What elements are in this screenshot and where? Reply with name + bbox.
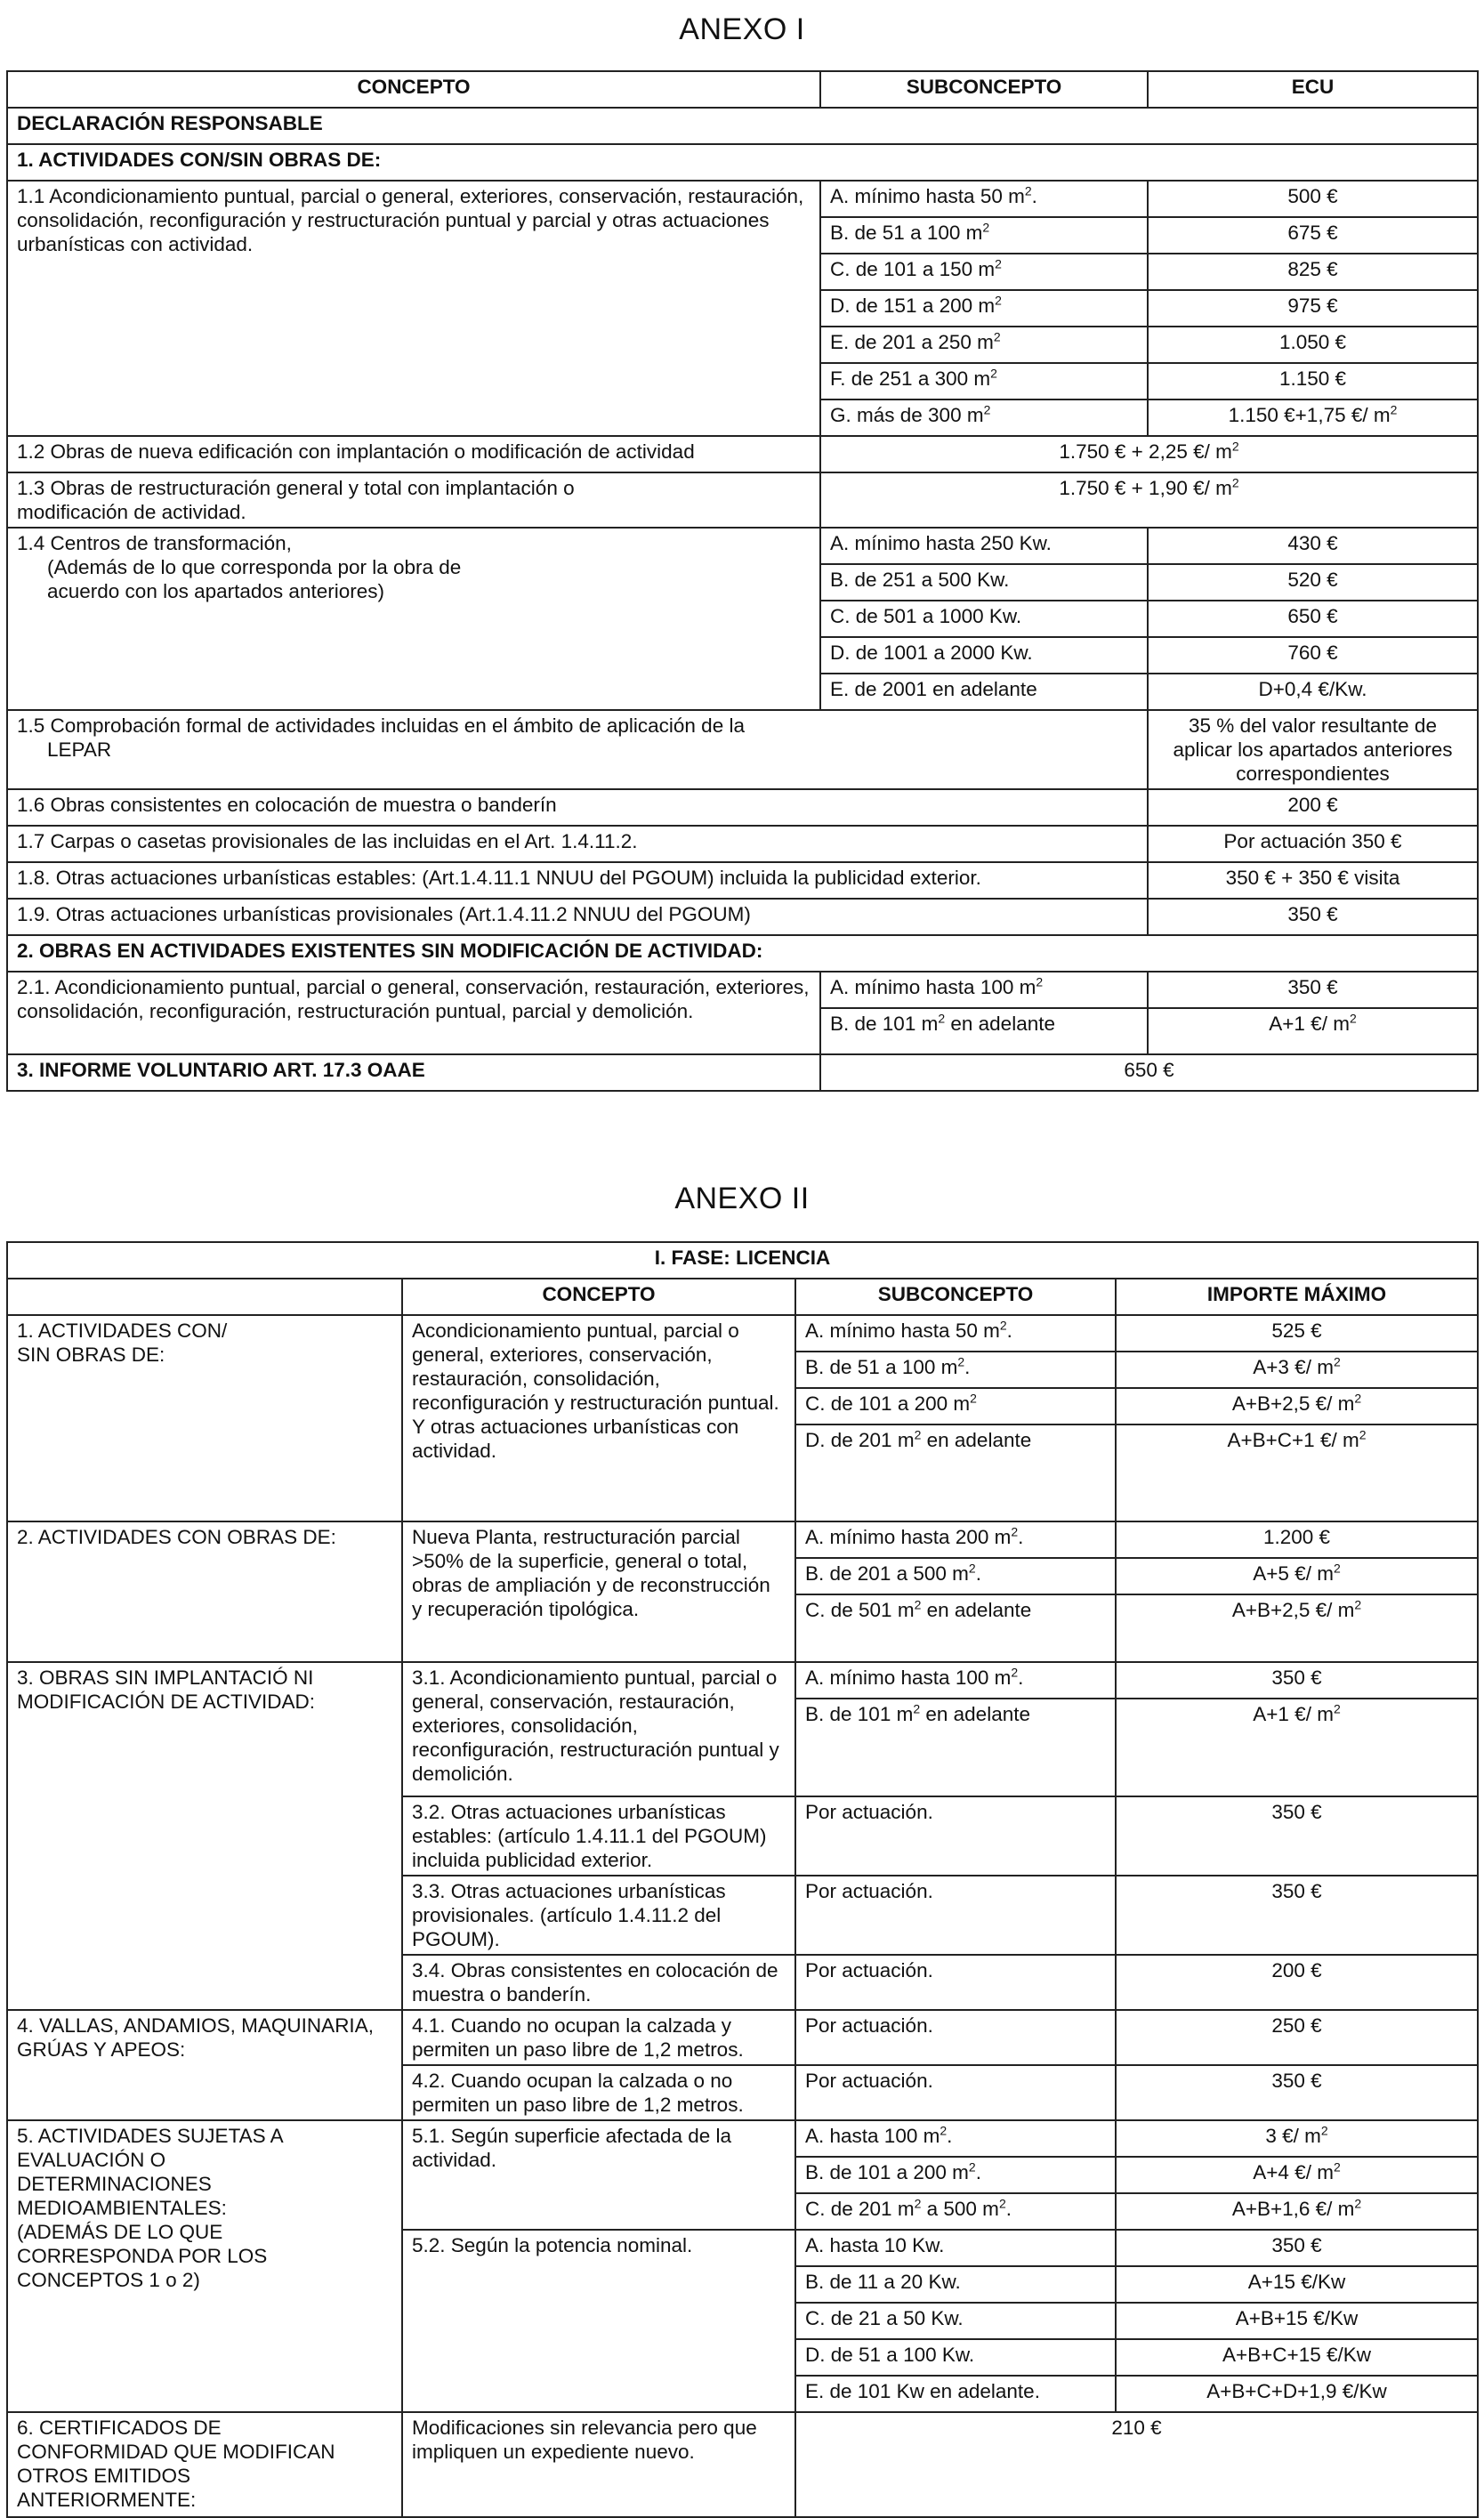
value-cell: A+B+15 €/Kw xyxy=(1116,2303,1478,2339)
section-declaracion: DECLARACIÓN RESPONSABLE xyxy=(7,108,1478,144)
sub-cell: A. mínimo hasta 100 $m^2$ xyxy=(820,972,1148,1008)
value-cell: 350 € xyxy=(1116,2230,1478,2266)
value-cell: A+15 €/Kw xyxy=(1116,2266,1478,2303)
table-header-row xyxy=(7,1279,1478,1315)
value-cell: 1.200 € xyxy=(1116,1521,1478,1558)
value-cell: Por actuación 350 € xyxy=(1148,826,1478,862)
sub-cell: D. de 51 a 100 Kw. xyxy=(795,2339,1116,2376)
phase-header: I. FASE: LICENCIA xyxy=(7,1242,1478,1279)
header-subconcepto: SUBCONCEPTO xyxy=(820,71,1148,108)
group-5-name: 5. ACTIVIDADES SUJETAS A EVALUACIÓN O DETERMINACIONES MEDIOAMBIENTALES: (ADEMÁS DE LO QUE CORRESPONDA POR LOS CONCEPTOS 1 o 2) xyxy=(7,2120,402,2412)
annex-2-table xyxy=(6,1241,1479,2518)
value-cell: 350 € + 350 € visita xyxy=(1148,862,1478,899)
value-cell: 210 € xyxy=(795,2412,1478,2517)
group-6-name: 6. CERTIFICADOS DE CONFORMIDAD QUE MODIFICAN OTROS EMITIDOS ANTERIORMENTE: xyxy=(7,2412,402,2517)
concept-1-1: 1.1 Acondicionamiento puntual, parcial o general, exteriores, conservación, restauración, consolidación, reconfiguración y restructuración puntual y parcial y otras actuaciones urbanísticas con actividad. xyxy=(7,181,820,436)
sub-cell: A. hasta 10 Kw. xyxy=(795,2230,1116,2266)
value-cell: A+B+1,6 €/ $m^2$ xyxy=(1116,2193,1478,2230)
sub-cell: B. de 101 a 200 $m^2$. xyxy=(795,2157,1116,2193)
concept-3-2: 3.2. Otras actuaciones urbanísticas estables: (artículo 1.4.11.1 del PGOUM) incluida publicidad exterior. xyxy=(402,1796,795,1876)
sub-cell: Por actuación. xyxy=(795,2010,1116,2065)
group-1-concept: Acondicionamiento puntual, parcial o general, exteriores, conservación, restauración, consolidación, reconfiguración y restructuración puntual. Y otras actuaciones urbanísticas con actividad. xyxy=(402,1315,795,1521)
concept-1-7: 1.7 Carpas o casetas provisionales de las incluidas en el Art. 1.4.11.2. xyxy=(7,826,1148,862)
sub-cell: A. mínimo hasta 100 $m^2$. xyxy=(795,1662,1116,1699)
value-cell: 1.150 €+1,75 €/ $m^2$ xyxy=(1148,399,1478,436)
value-cell: A+B+C+D+1,9 €/Kw xyxy=(1116,2376,1478,2412)
header-ecu: ECU xyxy=(1148,71,1478,108)
table-header-row xyxy=(7,71,1478,108)
sub-cell: B. de 101 $m^2$ en adelante xyxy=(820,1008,1148,1054)
concept-1-6: 1.6 Obras consistentes en colocación de muestra o banderín xyxy=(7,789,1148,826)
sub-cell: C. de 101 a 150 $m^2$ xyxy=(820,254,1148,290)
value-cell: 350 € xyxy=(1116,1796,1478,1876)
table-row xyxy=(7,528,1478,564)
value-cell: 35 % del valor resultante de aplicar los apartados anteriores correspondientes xyxy=(1148,710,1478,789)
annex-2-title: ANEXO II xyxy=(674,1182,810,1215)
value-cell: 1.050 € xyxy=(1148,327,1478,363)
table-row xyxy=(7,1662,1478,1699)
table-row xyxy=(7,436,1478,472)
concept-1-9: 1.9. Otras actuaciones urbanísticas provisionales (Art.1.4.11.2 NNUU del PGOUM) xyxy=(7,899,1148,935)
value-cell: 525 € xyxy=(1116,1315,1478,1352)
concept-1-8: 1.8. Otras actuaciones urbanísticas estables: (Art.1.4.11.1 NNUU del PGOUM) incluida la publicidad exterior. xyxy=(7,862,1148,899)
group-6-concept: Modificaciones sin relevancia pero que impliquen un expediente nuevo. xyxy=(402,2412,795,2517)
sub-cell: B. de 51 a 100 $m^2$ xyxy=(820,217,1148,254)
group-1-name: 1. ACTIVIDADES CON/ SIN OBRAS DE: xyxy=(7,1315,402,1521)
value-cell: A+3 €/ $m^2$ xyxy=(1116,1352,1478,1388)
sub-cell: E. de 201 a 250 $m^2$ xyxy=(820,327,1148,363)
sub-cell: A. mínimo hasta 50 $m^2$. xyxy=(820,181,1148,217)
concept-2-1: 2.1. Acondicionamiento puntual, parcial o general, conservación, restauración, exteriores, consolidación, reconfiguración, restructuración puntual, parcial y demolición. xyxy=(7,972,820,1054)
concept-1-3: 1.3 Obras de restructuración general y total con implantación o modificación de actividad. xyxy=(7,472,820,528)
table-row xyxy=(7,1315,1478,1352)
value-cell: A+1 €/ $m^2$ xyxy=(1148,1008,1478,1054)
table-row xyxy=(7,1054,1478,1091)
concept-1-2: 1.2 Obras de nueva edificación con implantación o modificación de actividad xyxy=(7,436,820,472)
value-cell: 350 € xyxy=(1116,1662,1478,1699)
header-concepto: CONCEPTO xyxy=(7,71,820,108)
section-3: 3. INFORME VOLUNTARIO ART. 17.3 OAAE xyxy=(7,1054,820,1091)
value-cell: 500 € xyxy=(1148,181,1478,217)
concept-1-4: 1.4 Centros de transformación, (Además de lo que corresponda por la obra de acuerdo con los apartados anteriores) xyxy=(7,528,820,710)
sub-cell: B. de 51 a 100 $m^2$. xyxy=(795,1352,1116,1388)
value-cell: 3 €/ $m^2$ xyxy=(1116,2120,1478,2157)
section-1: 1. ACTIVIDADES CON/SIN OBRAS DE: xyxy=(7,144,1478,181)
sub-cell: B. de 251 a 500 Kw. xyxy=(820,564,1148,601)
value-cell: A+B+C+1 €/ $m^2$ xyxy=(1116,1424,1478,1521)
concept-3-4: 3.4. Obras consistentes en colocación de muestra o banderín. xyxy=(402,1955,795,2010)
concept-4-1: 4.1. Cuando no ocupan la calzada y permiten un paso libre de 1,2 metros. xyxy=(402,2010,795,2065)
value-cell: 975 € xyxy=(1148,290,1478,327)
group-2-concept: Nueva Planta, restructuración parcial >50% de la superficie, general o total, obras de ampliación y de reconstrucción y recuperación tipológica. xyxy=(402,1521,795,1662)
value-cell: A+B+2,5 €/ $m^2$ xyxy=(1116,1388,1478,1424)
concept-3-3: 3.3. Otras actuaciones urbanísticas provisionales. (artículo 1.4.11.2 del PGOUM). xyxy=(402,1876,795,1955)
annex-1-title: ANEXO I xyxy=(679,12,805,46)
sub-cell: A. hasta 100 $m^2$. xyxy=(795,2120,1116,2157)
header-subconcepto: SUBCONCEPTO xyxy=(795,1279,1116,1315)
table-row xyxy=(7,2120,1478,2157)
table-row xyxy=(7,181,1478,217)
value-cell: 760 € xyxy=(1148,637,1478,674)
sub-cell: A. mínimo hasta 50 $m^2$. xyxy=(795,1315,1116,1352)
sub-cell: E. de 2001 en adelante xyxy=(820,674,1148,710)
table-row xyxy=(7,2412,1478,2517)
concept-3-1: 3.1. Acondicionamiento puntual, parcial o general, conservación, restauración, exteriores, consolidación, reconfiguración, restructuración puntual y demolición. xyxy=(402,1662,795,1796)
value-cell: 350 € xyxy=(1148,972,1478,1008)
concept-4-2: 4.2. Cuando ocupan la calzada o no permiten un paso libre de 1,2 metros. xyxy=(402,2065,795,2120)
sub-cell: C. de 501 a 1000 Kw. xyxy=(820,601,1148,637)
value-cell: 1.750 € + 1,90 €/ $m^2$ xyxy=(820,472,1478,528)
value-cell: 520 € xyxy=(1148,564,1478,601)
value-cell: 200 € xyxy=(1148,789,1478,826)
sub-cell: C. de 501 $m^2$ en adelante xyxy=(795,1594,1116,1662)
sub-cell: Por actuación. xyxy=(795,1876,1116,1955)
table-row xyxy=(7,472,1478,528)
sub-cell: B. de 11 a 20 Kw. xyxy=(795,2266,1116,2303)
sub-cell: C. de 201 $m^2$ a 500 $m^2$. xyxy=(795,2193,1116,2230)
value-cell: 825 € xyxy=(1148,254,1478,290)
sub-cell: D. de 151 a 200 $m^2$ xyxy=(820,290,1148,327)
group-3-name: 3. OBRAS SIN IMPLANTACIÓ NI MODIFICACIÓN DE ACTIVIDAD: xyxy=(7,1662,402,2010)
concept-5-2: 5.2. Según la potencia nominal. xyxy=(402,2230,795,2412)
value-cell: 350 € xyxy=(1116,2065,1478,2120)
table-row xyxy=(7,1521,1478,1558)
table-row xyxy=(7,972,1478,1008)
value-cell: 200 € xyxy=(1116,1955,1478,2010)
sub-cell: A. mínimo hasta 250 Kw. xyxy=(820,528,1148,564)
sub-cell: Por actuación. xyxy=(795,1955,1116,2010)
sub-cell: B. de 201 a 500 $m^2$. xyxy=(795,1558,1116,1594)
sub-cell: D. de 1001 a 2000 Kw. xyxy=(820,637,1148,674)
value-cell: 1.150 € xyxy=(1148,363,1478,399)
table-row xyxy=(7,2010,1478,2065)
table-row xyxy=(7,710,1478,789)
sub-cell: A. mínimo hasta 200 $m^2$. xyxy=(795,1521,1116,1558)
value-cell: A+B+2,5 €/ $m^2$ xyxy=(1116,1594,1478,1662)
value-cell: A+1 €/ $m^2$ xyxy=(1116,1699,1478,1796)
value-cell: A+5 €/ $m^2$ xyxy=(1116,1558,1478,1594)
value-cell: 250 € xyxy=(1116,2010,1478,2065)
concept-1-5: 1.5 Comprobación formal de actividades incluidas en el ámbito de aplicación de la LEPAR xyxy=(7,710,1148,789)
annex-1-table xyxy=(6,70,1479,1092)
value-cell: 650 € xyxy=(1148,601,1478,637)
value-cell: 1.750 € + 2,25 €/ $m^2$ xyxy=(820,436,1478,472)
value-cell: 430 € xyxy=(1148,528,1478,564)
value-cell: 350 € xyxy=(1116,1876,1478,1955)
sub-cell: Por actuación. xyxy=(795,1796,1116,1876)
sub-cell: Por actuación. xyxy=(795,2065,1116,2120)
sub-cell: D. de 201 $m^2$ en adelante xyxy=(795,1424,1116,1521)
value-cell: 650 € xyxy=(820,1054,1478,1091)
value-cell: A+4 €/ $m^2$ xyxy=(1116,2157,1478,2193)
sub-cell: C. de 21 a 50 Kw. xyxy=(795,2303,1116,2339)
value-cell: 350 € xyxy=(1148,899,1478,935)
value-cell: D+0,4 €/Kw. xyxy=(1148,674,1478,710)
group-4-name: 4. VALLAS, ANDAMIOS, MAQUINARIA, GRÚAS Y APEOS: xyxy=(7,2010,402,2120)
sub-cell: F. de 251 a 300 $m^2$ xyxy=(820,363,1148,399)
sub-cell: B. de 101 $m^2$ en adelante xyxy=(795,1699,1116,1796)
header-importe: IMPORTE MÁXIMO xyxy=(1116,1279,1478,1315)
header-concepto: CONCEPTO xyxy=(402,1279,795,1315)
group-2-name: 2. ACTIVIDADES CON OBRAS DE: xyxy=(7,1521,402,1662)
sub-cell: C. de 101 a 200 $m^2$ xyxy=(795,1388,1116,1424)
value-cell: A+B+C+15 €/Kw xyxy=(1116,2339,1478,2376)
value-cell: 675 € xyxy=(1148,217,1478,254)
sub-cell: E. de 101 Kw en adelante. xyxy=(795,2376,1116,2412)
sub-cell: G. más de 300 $m^2$ xyxy=(820,399,1148,436)
concept-5-1: 5.1. Según superficie afectada de la actividad. xyxy=(402,2120,795,2230)
section-2: 2. OBRAS EN ACTIVIDADES EXISTENTES SIN MODIFICACIÓN DE ACTIVIDAD: xyxy=(7,935,1478,972)
